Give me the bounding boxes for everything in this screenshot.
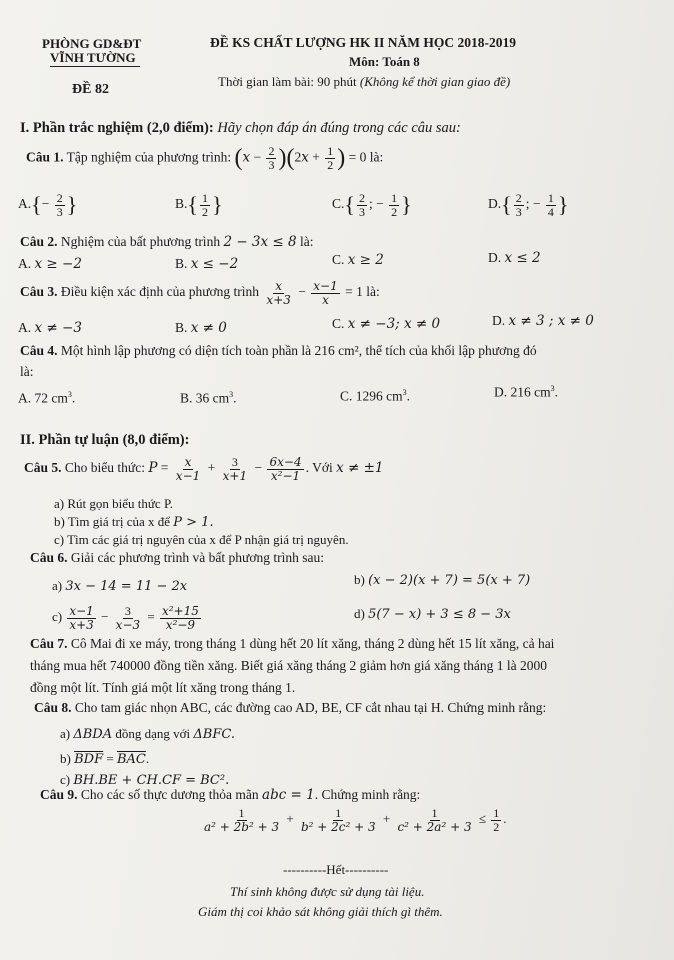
q8-part-b: b) $\overline{BDF} = \overline{BAC}$.	[60, 751, 150, 767]
question-9: Câu 9. Cho các số thực dương thỏa mãn abc = 1. Chứng minh rằng:	[40, 787, 421, 803]
subject: Môn: Toán 8	[349, 54, 420, 69]
q1-option-c: C.{ $\frac{2}{3}$ ; − $\frac{1}{2}$ }	[332, 191, 412, 219]
district-name: VĨNH TƯỜNG	[50, 50, 136, 65]
q4-option-b: B. 36 $cm^3$.	[180, 390, 237, 406]
question-7-line3: đồng một lít. Tính giá một lít xăng trong tháng 1.	[30, 680, 296, 695]
question-4-cont: là:	[20, 364, 34, 379]
q5-part-b: b) Tìm giá trị của x để P > 1.	[54, 514, 214, 530]
question-6: Câu 6. Giải các phương trình và bất phương trình sau:	[30, 550, 324, 565]
end-marker: ----------Hết----------	[283, 862, 389, 877]
q2-option-b: B. x ≤ −2	[175, 256, 239, 272]
q3-option-b: B. x ≠ 0	[175, 320, 227, 336]
question-4: Câu 4. Một hình lập phương có diện tích toàn phần là 216 cm², thể tích của khối lập phương đó	[20, 343, 537, 358]
q3-option-d: D. x ≠ 3 ; x ≠ 0	[492, 313, 594, 329]
header-underline	[50, 66, 140, 67]
section-2-heading: II. Phần tự luận (8,0 điểm):	[20, 432, 190, 448]
question-7-line2: tháng mua hết 740000 đồng tiền xăng. Biết giá xăng tháng 2 giảm hơn giá xăng tháng 1 là 2000	[30, 658, 548, 673]
q8-part-c: c) BH.BE + CH.CF = BC².	[60, 772, 230, 788]
footer-note-1: Thí sinh không được sử dụng tài liệu.	[230, 884, 425, 899]
q3-option-a: A. x ≠ −3	[18, 320, 82, 336]
q1-option-a: A.{− $\frac{2}{3}$ }	[18, 191, 78, 219]
q3-option-c: C. x ≠ −3; x ≠ 0	[332, 316, 441, 332]
time-allowed: Thời gian làm bài: 90 phút (Không kể thời gian giao đề)	[218, 74, 511, 89]
section-1-heading: I. Phần trắc nghiệm (2,0 điểm): Hãy chọn đáp án đúng trong các câu sau:	[20, 120, 461, 136]
q9-inequality: $\frac{1}{\text{a² + 2b² + 3}}$ + $\frac{1}{\text{b² + 2c² + 3}}$ + $\frac{1}{\text{c² + 2a² + 3}}$ ≤ $\frac{1}{2}$ .	[204, 806, 507, 834]
question-2: Câu 2. Nghiệm của bất phương trình 2 − 3x ≤ 8 là:	[20, 234, 314, 250]
q8-part-a: a) ΔBDA đồng dạng với ΔBFC.	[60, 726, 235, 742]
q2-option-c: C. x ≥ 2	[332, 252, 384, 268]
q1-option-b: B.{ $\frac{1}{2}$ }	[175, 191, 223, 219]
question-7: Câu 7. Cô Mai đi xe máy, trong tháng 1 dùng hết 20 lít xăng, tháng 2 dùng hết 15 lít xăng, cả hai	[30, 636, 555, 651]
q6-part-a: a) 3x − 14 = 11 − 2x	[52, 578, 188, 594]
exam-code: ĐỀ 82	[72, 82, 109, 97]
q2-option-a: A. x ≥ −2	[18, 256, 82, 272]
exam-title: ĐỀ KS CHẤT LƯỢNG HK II NĂM HỌC 2018-2019	[210, 35, 517, 50]
question-1: Câu 1. Tập nghiệm của phương trình: (x − $\frac{2}{3}$ )(2x + $\frac{1}{2}$ ) = 0 là:	[26, 144, 384, 172]
q6-part-c: c) $\frac{x-1}{x+3}$ − $\frac{3}{x-3}$ = $\frac{\text{x²+15}}{\text{x²−9}}$	[52, 604, 199, 632]
question-3: Câu 3. Điều kiện xác định của phương trình $\frac{x}{x+3}$ − $\frac{x-1}{x}$ = 1 là:	[20, 279, 380, 307]
q5-part-c: c) Tìm các giá trị nguyên của x để P nhận giá trị nguyên.	[54, 532, 349, 547]
footer-note-2: Giám thị coi khảo sát không giải thích gì thêm.	[198, 904, 443, 919]
q2-option-d: D. x ≤ 2	[488, 250, 541, 266]
q5-part-a: a) Rút gọn biểu thức P.	[54, 496, 173, 511]
q4-option-c: C. 1296 $cm^3$.	[340, 388, 410, 404]
q6-part-b: b) (x − 2)(x + 7) = 5(x + 7)	[354, 572, 531, 588]
q4-option-a: A. 72 $cm^3$.	[18, 390, 76, 406]
question-5: Câu 5. Cho biểu thức: P = $\frac{x}{x-1}$ + $\frac{3}{x+1}$ − $\frac{6x-4}{\text{x²−1}}$ . Với x ≠ ±1	[24, 455, 384, 483]
q6-part-d: d) 5(7 − x) + 3 ≤ 8 − 3x	[354, 606, 511, 622]
question-8: Câu 8. Cho tam giác nhọn ABC, các đường cao AD, BE, CF cắt nhau tại H. Chứng minh rằng:	[34, 700, 547, 715]
q1-option-d: D.{ $\frac{2}{3}$ ; − $\frac{1}{4}$ }	[488, 191, 569, 219]
q4-option-d: D. 216 $cm^3$.	[494, 384, 558, 400]
school-department: PHÒNG GD&ĐT	[42, 36, 142, 51]
